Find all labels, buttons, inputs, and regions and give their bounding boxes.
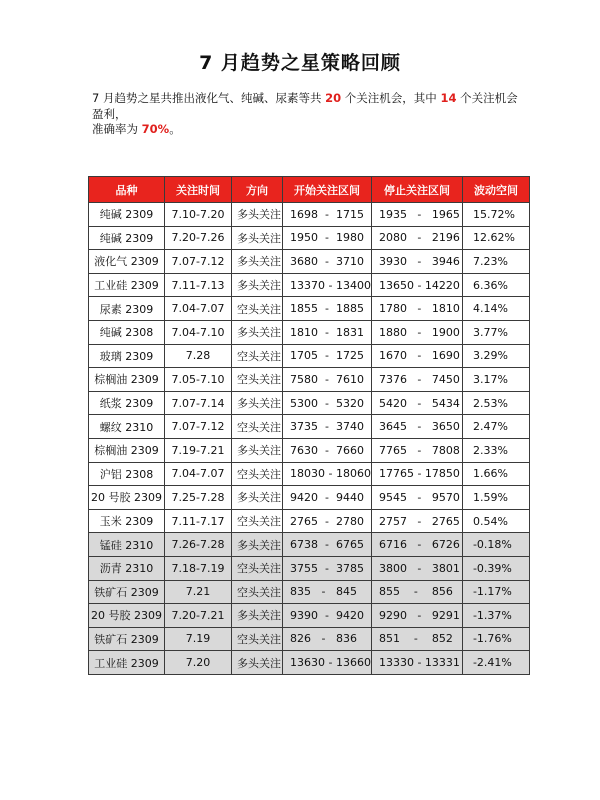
variety-cell: 液化气 2309 [89,250,165,274]
table-row [89,533,530,557]
change-cell: 6.36% [462,273,529,297]
stop-range-cell: 17765 - 17850 [371,462,462,486]
variety-cell: 工业硅 2309 [89,273,165,297]
variety-cell: 纯碱 2308 [89,320,165,344]
date-cell: 7.25-7.28 [165,486,232,510]
direction-cell: 多头关注 [232,533,283,557]
date-cell: 7.19-7.21 [165,438,232,462]
table-row [89,344,530,368]
table-row [89,320,530,344]
variety-cell: 纸浆 2309 [89,391,165,415]
table-row [89,627,530,651]
header-stop-range: 停止关注区间 [371,177,462,203]
stop-range-cell: 5420 - 5434 [371,391,462,415]
date-cell: 7.04-7.07 [165,462,232,486]
direction-cell: 多头关注 [232,320,283,344]
change-cell: 7.23% [462,250,529,274]
start-range-cell: 7580 - 7610 [283,368,372,392]
table-row [89,438,530,462]
total-count: 20 [325,91,342,105]
page-title: 7 月趋势之星策略回顾 [199,52,401,74]
start-range-cell: 1810 - 1831 [283,320,372,344]
change-cell: 2.33% [462,438,529,462]
variety-cell: 纯碱 2309 [89,226,165,250]
summary-line-1 [92,90,522,122]
stop-range-cell: 855 - 856 [371,580,462,604]
date-cell: 7.11-7.17 [165,509,232,533]
stop-range-cell: 851 - 852 [371,627,462,651]
variety-cell: 玻璃 2309 [89,344,165,368]
summary-text: 。 [169,122,181,136]
accuracy-rate: 70% [141,122,170,136]
change-cell: 2.47% [462,415,529,439]
variety-cell: 铁矿石 2309 [89,580,165,604]
table-body [89,203,530,675]
start-range-cell: 1855 - 1885 [283,297,372,321]
stop-range-cell: 13650 - 14220 [371,273,462,297]
direction-cell: 多头关注 [232,651,283,675]
change-cell: -1.17% [462,580,529,604]
start-range-cell: 9420 - 9440 [283,486,372,510]
variety-cell: 锰硅 2310 [89,533,165,557]
direction-cell: 多头关注 [232,203,283,227]
direction-cell: 多头关注 [232,604,283,628]
date-cell: 7.21 [165,580,232,604]
table-row [89,391,530,415]
stop-range-cell: 1780 - 1810 [371,297,462,321]
start-range-cell: 3755 - 3785 [283,556,372,580]
stop-range-cell: 13330 - 13331 [371,651,462,675]
change-cell: 3.17% [462,368,529,392]
change-cell: 12.62% [462,226,529,250]
change-cell: 4.14% [462,297,529,321]
change-cell: 1.59% [462,486,529,510]
variety-cell: 棕榈油 2309 [89,368,165,392]
direction-cell: 空头关注 [232,462,283,486]
change-cell: -2.41% [462,651,529,675]
date-cell: 7.10-7.20 [165,203,232,227]
stop-range-cell: 3800 - 3801 [371,556,462,580]
start-range-cell: 1950 - 1980 [283,226,372,250]
start-range-cell: 1705 - 1725 [283,344,372,368]
start-range-cell: 835 - 845 [283,580,372,604]
direction-cell: 多头关注 [232,273,283,297]
change-cell: -0.18% [462,533,529,557]
stop-range-cell: 3645 - 3650 [371,415,462,439]
table-row [89,486,530,510]
date-cell: 7.20-7.26 [165,226,232,250]
stop-range-cell: 2757 - 2765 [371,509,462,533]
change-cell: 2.53% [462,391,529,415]
summary-line-2 [92,121,522,137]
summary-text: 7 月趋势之星共推出液化气、纯碱、尿素等共 [92,91,326,105]
variety-cell: 工业硅 2309 [89,651,165,675]
date-cell: 7.04-7.10 [165,320,232,344]
direction-cell: 空头关注 [232,368,283,392]
table-row [89,580,530,604]
summary-text: 个关注机会盈利， [92,91,518,121]
start-range-cell: 826 - 836 [283,627,372,651]
variety-cell: 螺纹 2310 [89,415,165,439]
direction-cell: 多头关注 [232,250,283,274]
table-row [89,651,530,675]
date-cell: 7.26-7.28 [165,533,232,557]
stop-range-cell: 3930 - 3946 [371,250,462,274]
direction-cell: 空头关注 [232,556,283,580]
variety-cell: 尿素 2309 [89,297,165,321]
stop-range-cell: 6716 - 6726 [371,533,462,557]
date-cell: 7.05-7.10 [165,368,232,392]
strategy-table [88,176,530,675]
table-row [89,297,530,321]
direction-cell: 空头关注 [232,580,283,604]
table-header-row [89,177,530,203]
stop-range-cell: 7765 - 7808 [371,438,462,462]
variety-cell: 玉米 2309 [89,509,165,533]
profit-count: 14 [440,91,457,105]
start-range-cell: 7630 - 7660 [283,438,372,462]
table-row [89,273,530,297]
direction-cell: 多头关注 [232,391,283,415]
date-cell: 7.11-7.13 [165,273,232,297]
date-cell: 7.04-7.07 [165,297,232,321]
stop-range-cell: 2080 - 2196 [371,226,462,250]
table-row [89,368,530,392]
date-cell: 7.28 [165,344,232,368]
header-date: 关注时间 [165,177,232,203]
start-range-cell: 13630 - 13660 [283,651,372,675]
direction-cell: 多头关注 [232,486,283,510]
change-cell: -1.76% [462,627,529,651]
stop-range-cell: 1670 - 1690 [371,344,462,368]
start-range-cell: 1698 - 1715 [283,203,372,227]
direction-cell: 多头关注 [232,438,283,462]
table-row [89,556,530,580]
header-start-range: 开始关注区间 [283,177,372,203]
start-range-cell: 13370 - 13400 [283,273,372,297]
table-row [89,604,530,628]
direction-cell: 多头关注 [232,226,283,250]
direction-cell: 空头关注 [232,627,283,651]
date-cell: 7.07-7.12 [165,415,232,439]
table-row [89,226,530,250]
variety-cell: 20 号胶 2309 [89,486,165,510]
start-range-cell: 18030 - 18060 [283,462,372,486]
date-cell: 7.19 [165,627,232,651]
header-variety: 品种 [89,177,165,203]
change-cell: -0.39% [462,556,529,580]
date-cell: 7.07-7.12 [165,250,232,274]
stop-range-cell: 9545 - 9570 [371,486,462,510]
date-cell: 7.20 [165,651,232,675]
variety-cell: 铁矿石 2309 [89,627,165,651]
stop-range-cell: 1880 - 1900 [371,320,462,344]
table-row [89,509,530,533]
change-cell: 1.66% [462,462,529,486]
start-range-cell: 2765 - 2780 [283,509,372,533]
change-cell: 15.72% [462,203,529,227]
table-row [89,250,530,274]
stop-range-cell: 1935 - 1965 [371,203,462,227]
date-cell: 7.18-7.19 [165,556,232,580]
summary-text: 准确率为 [92,122,142,136]
change-cell: 3.77% [462,320,529,344]
start-range-cell: 9390 - 9420 [283,604,372,628]
stop-range-cell: 9290 - 9291 [371,604,462,628]
variety-cell: 纯碱 2309 [89,203,165,227]
summary-text: 个关注机会，其中 [341,91,441,105]
date-cell: 7.20-7.21 [165,604,232,628]
change-cell: -1.37% [462,604,529,628]
table-row [89,415,530,439]
table-row [89,462,530,486]
table-row [89,203,530,227]
start-range-cell: 3735 - 3740 [283,415,372,439]
header-change: 波动空间 [462,177,529,203]
variety-cell: 沪铝 2308 [89,462,165,486]
start-range-cell: 5300 - 5320 [283,391,372,415]
variety-cell: 沥青 2310 [89,556,165,580]
direction-cell: 空头关注 [232,297,283,321]
direction-cell: 空头关注 [232,509,283,533]
date-cell: 7.07-7.14 [165,391,232,415]
change-cell: 3.29% [462,344,529,368]
variety-cell: 棕榈油 2309 [89,438,165,462]
start-range-cell: 6738 - 6765 [283,533,372,557]
start-range-cell: 3680 - 3710 [283,250,372,274]
direction-cell: 空头关注 [232,344,283,368]
direction-cell: 空头关注 [232,415,283,439]
header-direction: 方向 [232,177,283,203]
stop-range-cell: 7376 - 7450 [371,368,462,392]
variety-cell: 20 号胶 2309 [89,604,165,628]
change-cell: 0.54% [462,509,529,533]
